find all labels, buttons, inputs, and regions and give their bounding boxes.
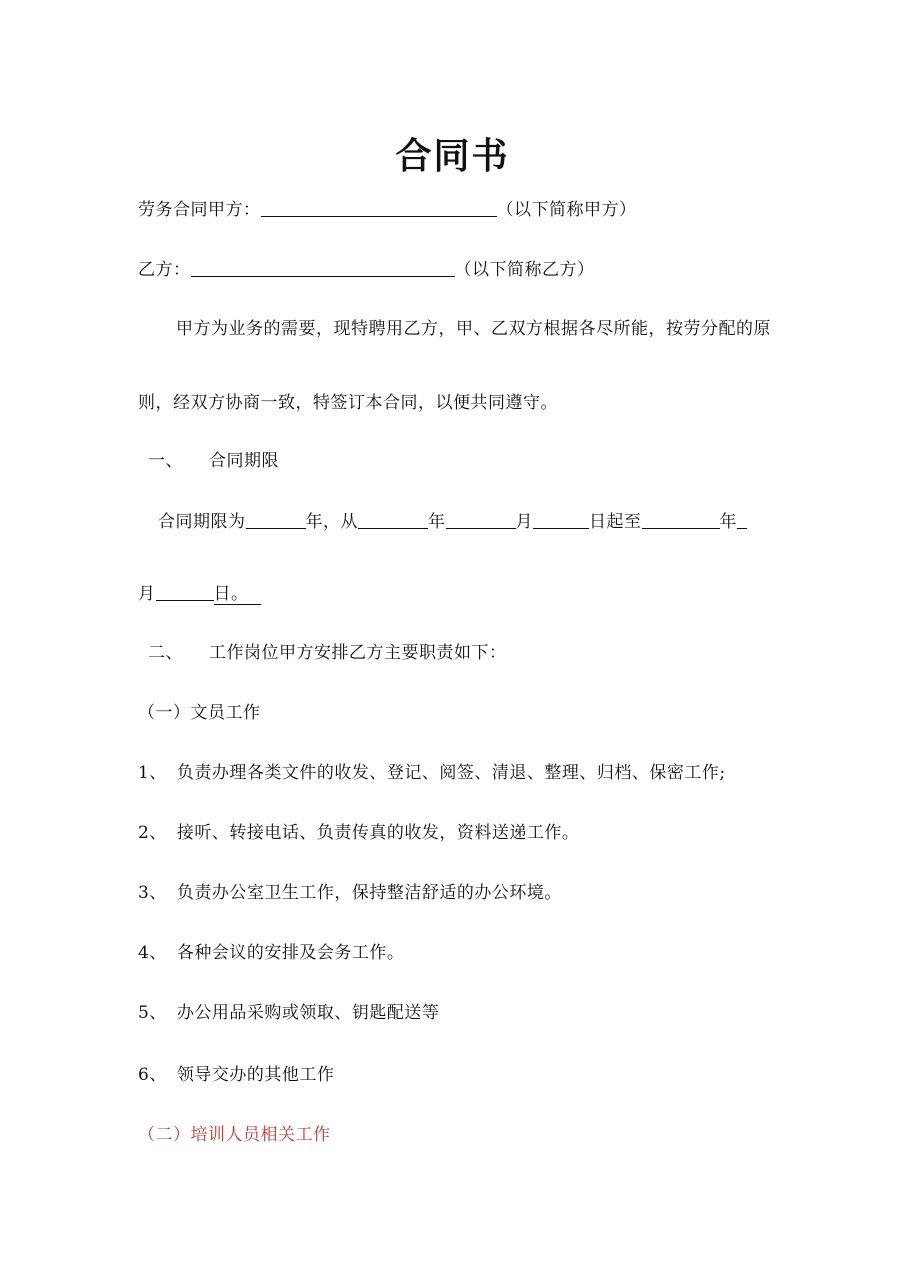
duty-text: 各种会议的安排及会务工作。	[176, 943, 405, 963]
duty-text: 负责办理各类文件的收发、登记、阅签、清退、整理、归档、保密工作;	[176, 763, 726, 783]
term-years-blank[interactable]	[246, 510, 306, 529]
term-text-year: 年	[428, 512, 446, 532]
start-year-blank[interactable]	[358, 510, 428, 529]
section-2-heading	[148, 642, 507, 664]
end-month-blank-start[interactable]	[737, 510, 747, 529]
section-2-number: 二、	[148, 643, 183, 663]
term-line-1	[158, 510, 747, 533]
duty-item	[138, 822, 579, 844]
duty-text: 领导交办的其他工作	[176, 1065, 335, 1085]
party-b-line	[138, 258, 595, 281]
duty-number: 1、	[138, 763, 167, 783]
term-text-month: 月	[515, 512, 533, 532]
party-b-suffix: （以下简称乙方）	[454, 260, 595, 280]
section-1-heading	[148, 450, 279, 472]
term-line-2	[138, 582, 261, 605]
document-title: 合同书	[395, 136, 510, 177]
intro-line-2: 则，经双方协商一致，特签订本合同，以便共同遵守。	[138, 393, 558, 413]
party-b-blank[interactable]	[191, 258, 455, 277]
section-1-title: 合同期限	[209, 451, 279, 471]
intro-line-1: 甲方为业务的需要，现特聘用乙方，甲、乙双方根据各尽所能，按劳分配的原	[176, 319, 771, 339]
duty-number: 2、	[138, 823, 167, 843]
duty-item	[138, 882, 562, 904]
duty-number: 4、	[138, 943, 167, 963]
section-1-number: 一、	[148, 451, 183, 471]
term-text-duration: 合同期限为	[158, 512, 246, 532]
party-a-line	[138, 198, 637, 221]
term-text-end-month: 月	[138, 584, 156, 604]
start-month-blank[interactable]	[446, 510, 516, 529]
party-a-blank[interactable]	[261, 198, 497, 217]
subsection-1-heading: （一）文员工作	[138, 703, 261, 723]
duty-item	[138, 942, 404, 964]
duty-item	[138, 1064, 334, 1086]
term-text-day-end: 日。	[214, 584, 261, 605]
duty-text: 办公用品采购或领取、钥匙配送等	[176, 1003, 440, 1023]
end-day-blank[interactable]	[156, 582, 214, 601]
end-year-blank[interactable]	[642, 510, 720, 529]
duty-number: 3、	[138, 883, 167, 903]
term-text-until: 日起至	[589, 512, 642, 532]
term-text-from: 年，从	[305, 512, 358, 532]
duty-item	[138, 762, 726, 784]
term-text-end-year: 年	[719, 512, 737, 532]
duty-text: 接听、转接电话、负责传真的收发，资料送递工作。	[176, 823, 580, 843]
duty-number: 5、	[138, 1003, 167, 1023]
party-a-label: 劳务合同甲方：	[138, 200, 261, 220]
party-a-suffix: （以下简称甲方）	[496, 200, 637, 220]
section-2-title: 工作岗位甲方安排乙方主要职责如下：	[209, 643, 507, 663]
subsection-2-heading: （二）培训人员相关工作	[138, 1125, 331, 1145]
duty-item	[138, 1002, 439, 1024]
duty-number: 6、	[138, 1065, 167, 1085]
party-b-label: 乙方：	[138, 260, 191, 280]
start-day-blank[interactable]	[533, 510, 589, 529]
duty-text: 负责办公室卫生工作，保持整洁舒适的办公环境。	[176, 883, 562, 903]
